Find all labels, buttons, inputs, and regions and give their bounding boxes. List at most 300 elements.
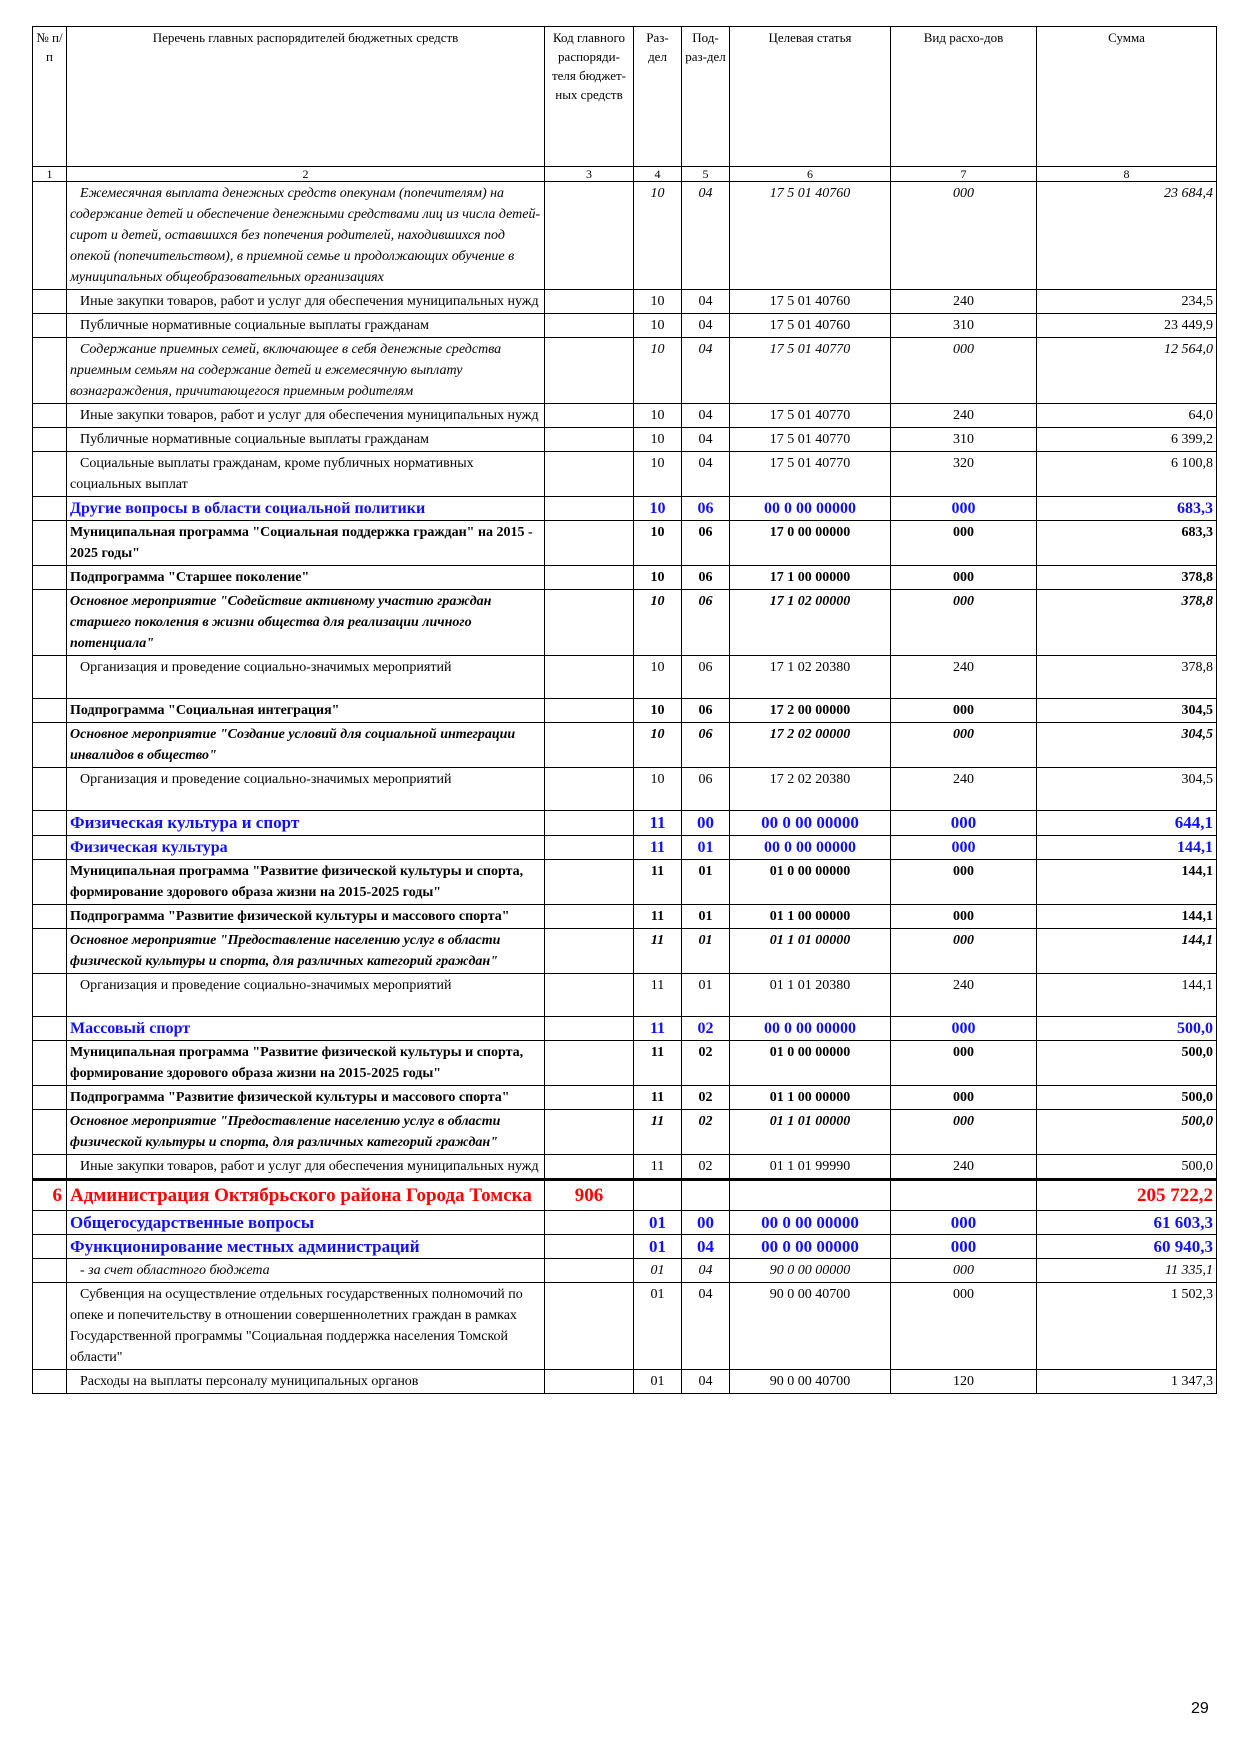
row-vid: 240 — [891, 404, 1037, 428]
row-razdel: 10 — [634, 338, 682, 404]
row-num — [33, 566, 67, 590]
row-razdel: 11 — [634, 974, 682, 1017]
header-num: № п/п — [33, 27, 67, 167]
col-number: 3 — [545, 167, 634, 182]
row-name: Организация и проведение социально-значимых мероприятий — [67, 974, 545, 1017]
row-podrazdel: 06 — [682, 497, 730, 521]
row-sum: 144,1 — [1037, 860, 1217, 905]
row-sum: 6 399,2 — [1037, 428, 1217, 452]
row-code — [545, 1235, 634, 1259]
row-code: 906 — [545, 1180, 634, 1211]
row-sum: 6 100,8 — [1037, 452, 1217, 497]
row-name: Организация и проведение социально-значимых мероприятий — [67, 656, 545, 699]
row-vid: 000 — [891, 338, 1037, 404]
row-code — [545, 1370, 634, 1394]
row-podrazdel: 06 — [682, 590, 730, 656]
row-vid: 000 — [891, 699, 1037, 723]
table-row — [33, 1041, 1217, 1086]
row-vid: 240 — [891, 290, 1037, 314]
row-code — [545, 428, 634, 452]
row-razdel: 01 — [634, 1283, 682, 1370]
row-vid: 000 — [891, 1259, 1037, 1283]
row-code — [545, 182, 634, 290]
row-num — [33, 1235, 67, 1259]
row-name: Муниципальная программа "Развитие физической культуры и спорта, формирование здорового образа жизни на 2015-2025 годы" — [67, 1041, 545, 1086]
row-razdel: 01 — [634, 1370, 682, 1394]
row-code — [545, 521, 634, 566]
row-vid: 000 — [891, 1017, 1037, 1041]
row-article: 01 1 00 00000 — [730, 905, 891, 929]
table-row — [33, 590, 1217, 656]
row-num — [33, 182, 67, 290]
row-podrazdel: 04 — [682, 1283, 730, 1370]
row-podrazdel: 00 — [682, 811, 730, 836]
row-podrazdel — [682, 1180, 730, 1211]
row-vid: 000 — [891, 521, 1037, 566]
row-razdel: 11 — [634, 1086, 682, 1110]
row-podrazdel: 04 — [682, 404, 730, 428]
row-num — [33, 1211, 67, 1235]
row-razdel: 10 — [634, 699, 682, 723]
row-vid: 240 — [891, 1155, 1037, 1180]
row-podrazdel: 04 — [682, 452, 730, 497]
row-sum: 500,0 — [1037, 1086, 1217, 1110]
row-code — [545, 905, 634, 929]
row-razdel: 10 — [634, 182, 682, 290]
table-row — [33, 428, 1217, 452]
row-vid: 000 — [891, 1110, 1037, 1155]
row-razdel: 11 — [634, 929, 682, 974]
row-article: 01 1 01 20380 — [730, 974, 891, 1017]
row-vid — [891, 1180, 1037, 1211]
row-article: 01 1 01 00000 — [730, 1110, 891, 1155]
row-podrazdel: 06 — [682, 768, 730, 811]
table-row — [33, 836, 1217, 860]
row-code — [545, 974, 634, 1017]
row-article: 01 0 00 00000 — [730, 1041, 891, 1086]
row-code — [545, 497, 634, 521]
row-code — [545, 1283, 634, 1370]
row-code — [545, 314, 634, 338]
table-row — [33, 1180, 1217, 1211]
row-vid: 000 — [891, 182, 1037, 290]
row-article: 17 5 01 40760 — [730, 182, 891, 290]
table-row — [33, 314, 1217, 338]
table-row — [33, 566, 1217, 590]
row-article: 00 0 00 00000 — [730, 836, 891, 860]
table-row — [33, 404, 1217, 428]
row-name: Подпрограмма "Развитие физической культуры и массового спорта" — [67, 905, 545, 929]
row-vid: 000 — [891, 497, 1037, 521]
row-name: Иные закупки товаров, работ и услуг для обеспечения муниципальных нужд — [67, 290, 545, 314]
table-row — [33, 452, 1217, 497]
row-code — [545, 699, 634, 723]
row-vid: 000 — [891, 836, 1037, 860]
row-podrazdel: 02 — [682, 1017, 730, 1041]
row-podrazdel: 02 — [682, 1155, 730, 1180]
col-number: 4 — [634, 167, 682, 182]
row-vid: 240 — [891, 768, 1037, 811]
row-sum: 205 722,2 — [1037, 1180, 1217, 1211]
row-sum: 500,0 — [1037, 1155, 1217, 1180]
row-razdel: 10 — [634, 404, 682, 428]
row-code — [545, 836, 634, 860]
row-razdel: 10 — [634, 723, 682, 768]
table-row — [33, 1283, 1217, 1370]
row-razdel: 01 — [634, 1235, 682, 1259]
row-article: 01 1 01 99990 — [730, 1155, 891, 1180]
row-num — [33, 290, 67, 314]
row-podrazdel: 04 — [682, 290, 730, 314]
row-podrazdel: 04 — [682, 1370, 730, 1394]
row-razdel: 01 — [634, 1259, 682, 1283]
row-sum: 1 502,3 — [1037, 1283, 1217, 1370]
row-num — [33, 836, 67, 860]
row-num — [33, 1017, 67, 1041]
row-code — [545, 1211, 634, 1235]
col-number: 8 — [1037, 167, 1217, 182]
row-code — [545, 929, 634, 974]
row-razdel: 11 — [634, 1110, 682, 1155]
row-name: Публичные нормативные социальные выплаты гражданам — [67, 314, 545, 338]
row-sum: 23 684,4 — [1037, 182, 1217, 290]
budget-table — [32, 26, 1217, 1394]
table-row — [33, 723, 1217, 768]
row-sum: 234,5 — [1037, 290, 1217, 314]
header-name: Перечень главных распорядителей бюджетных средств — [67, 27, 545, 167]
row-article: 90 0 00 40700 — [730, 1283, 891, 1370]
row-article: 00 0 00 00000 — [730, 497, 891, 521]
row-sum: 23 449,9 — [1037, 314, 1217, 338]
row-code — [545, 1155, 634, 1180]
row-code — [545, 860, 634, 905]
row-name: Муниципальная программа "Социальная поддержка граждан" на 2015 - 2025 годы" — [67, 521, 545, 566]
row-num — [33, 768, 67, 811]
row-num — [33, 656, 67, 699]
row-article — [730, 1180, 891, 1211]
header-razdel: Раз-дел — [634, 27, 682, 167]
row-num — [33, 699, 67, 723]
row-vid: 000 — [891, 929, 1037, 974]
row-sum: 304,5 — [1037, 723, 1217, 768]
col-number: 7 — [891, 167, 1037, 182]
row-name: Основное мероприятие "Предоставление населению услуг в области физической культуры и спорта, для различных категорий граждан" — [67, 1110, 545, 1155]
row-podrazdel: 06 — [682, 699, 730, 723]
row-name: Физическая культура и спорт — [67, 811, 545, 836]
row-name: Физическая культура — [67, 836, 545, 860]
row-name: Иные закупки товаров, работ и услуг для обеспечения муниципальных нужд — [67, 1155, 545, 1180]
row-name: Организация и проведение социально-значимых мероприятий — [67, 768, 545, 811]
row-razdel: 11 — [634, 905, 682, 929]
row-article: 90 0 00 40700 — [730, 1370, 891, 1394]
table-row — [33, 860, 1217, 905]
row-article: 01 1 00 00000 — [730, 1086, 891, 1110]
row-name: Администрация Октябрьского района Города Томска — [67, 1180, 545, 1211]
row-podrazdel: 01 — [682, 974, 730, 1017]
row-razdel: 11 — [634, 860, 682, 905]
table-row — [33, 929, 1217, 974]
row-article: 17 5 01 40770 — [730, 452, 891, 497]
row-vid: 000 — [891, 811, 1037, 836]
row-sum: 1 347,3 — [1037, 1370, 1217, 1394]
row-name: Субвенция на осуществление отдельных государственных полномочий по опеке и попечительству в отношении совершеннолетних граждан в рамках Государственной программы "Социальная поддержка населения Томской области" — [67, 1283, 545, 1370]
row-num — [33, 905, 67, 929]
page-number: 29 — [1191, 1700, 1209, 1717]
row-num — [33, 723, 67, 768]
row-article: 01 0 00 00000 — [730, 860, 891, 905]
row-podrazdel: 04 — [682, 338, 730, 404]
row-article: 17 5 01 40760 — [730, 290, 891, 314]
col-number: 1 — [33, 167, 67, 182]
row-razdel: 10 — [634, 768, 682, 811]
col-number: 2 — [67, 167, 545, 182]
row-razdel: 10 — [634, 521, 682, 566]
row-article: 17 0 00 00000 — [730, 521, 891, 566]
row-vid: 000 — [891, 1235, 1037, 1259]
row-article: 17 2 02 20380 — [730, 768, 891, 811]
row-article: 00 0 00 00000 — [730, 1235, 891, 1259]
row-sum: 144,1 — [1037, 905, 1217, 929]
row-podrazdel: 04 — [682, 314, 730, 338]
row-article: 17 1 02 20380 — [730, 656, 891, 699]
row-article: 01 1 01 00000 — [730, 929, 891, 974]
table-row — [33, 699, 1217, 723]
row-sum: 144,1 — [1037, 836, 1217, 860]
row-sum: 683,3 — [1037, 497, 1217, 521]
row-code — [545, 566, 634, 590]
row-num — [33, 521, 67, 566]
row-sum: 61 603,3 — [1037, 1211, 1217, 1235]
header-sum: Сумма — [1037, 27, 1217, 167]
row-vid: 000 — [891, 590, 1037, 656]
row-sum: 500,0 — [1037, 1041, 1217, 1086]
row-num — [33, 428, 67, 452]
row-name: Подпрограмма "Старшее поколение" — [67, 566, 545, 590]
row-article: 00 0 00 00000 — [730, 811, 891, 836]
row-podrazdel: 06 — [682, 723, 730, 768]
row-sum: 644,1 — [1037, 811, 1217, 836]
row-num — [33, 452, 67, 497]
row-num: 6 — [33, 1180, 67, 1211]
row-article: 17 5 01 40760 — [730, 314, 891, 338]
row-num — [33, 497, 67, 521]
row-sum: 304,5 — [1037, 768, 1217, 811]
row-vid: 320 — [891, 452, 1037, 497]
row-sum: 683,3 — [1037, 521, 1217, 566]
row-code — [545, 1110, 634, 1155]
row-vid: 000 — [891, 1283, 1037, 1370]
table-row — [33, 905, 1217, 929]
row-razdel: 11 — [634, 811, 682, 836]
row-podrazdel: 04 — [682, 1235, 730, 1259]
row-podrazdel: 00 — [682, 1211, 730, 1235]
row-name: Функционирование местных администраций — [67, 1235, 545, 1259]
row-vid: 000 — [891, 860, 1037, 905]
row-article: 17 1 02 00000 — [730, 590, 891, 656]
row-name: Социальные выплаты гражданам, кроме публичных нормативных социальных выплат — [67, 452, 545, 497]
row-vid: 000 — [891, 905, 1037, 929]
row-code — [545, 768, 634, 811]
row-num — [33, 1110, 67, 1155]
row-article: 17 5 01 40770 — [730, 428, 891, 452]
table-row — [33, 768, 1217, 811]
row-sum: 378,8 — [1037, 566, 1217, 590]
row-num — [33, 929, 67, 974]
row-razdel: 10 — [634, 452, 682, 497]
row-razdel: 01 — [634, 1211, 682, 1235]
row-razdel: 11 — [634, 836, 682, 860]
row-num — [33, 1155, 67, 1180]
row-podrazdel: 01 — [682, 929, 730, 974]
row-razdel: 10 — [634, 656, 682, 699]
row-name: Другие вопросы в области социальной политики — [67, 497, 545, 521]
row-num — [33, 1086, 67, 1110]
row-article: 90 0 00 00000 — [730, 1259, 891, 1283]
table-row — [33, 521, 1217, 566]
table-row — [33, 1211, 1217, 1235]
row-name: Подпрограмма "Социальная интеграция" — [67, 699, 545, 723]
row-name: Основное мероприятие "Содействие активному участию граждан старшего поколения в жизни общества для реализации личного потенциала" — [67, 590, 545, 656]
row-name: Муниципальная программа "Развитие физической культуры и спорта, формирование здорового образа жизни на 2015-2025 годы" — [67, 860, 545, 905]
row-vid: 120 — [891, 1370, 1037, 1394]
column-number-row — [33, 167, 1217, 182]
row-vid: 000 — [891, 566, 1037, 590]
row-code — [545, 338, 634, 404]
row-name: - за счет областного бюджета — [67, 1259, 545, 1283]
row-vid: 000 — [891, 1211, 1037, 1235]
row-code — [545, 1259, 634, 1283]
table-row — [33, 290, 1217, 314]
row-article: 17 1 00 00000 — [730, 566, 891, 590]
table-row — [33, 1017, 1217, 1041]
header-code: Код главного распоряди-теля бюджет-ных средств — [545, 27, 634, 167]
row-name: Основное мероприятие "Предоставление населению услуг в области физической культуры и спорта, для различных категорий граждан" — [67, 929, 545, 974]
row-code — [545, 723, 634, 768]
row-code — [545, 590, 634, 656]
header-article: Целевая статья — [730, 27, 891, 167]
row-podrazdel: 04 — [682, 182, 730, 290]
row-razdel: 11 — [634, 1041, 682, 1086]
row-name: Подпрограмма "Развитие физической культуры и массового спорта" — [67, 1086, 545, 1110]
row-vid: 310 — [891, 428, 1037, 452]
row-article: 17 2 00 00000 — [730, 699, 891, 723]
row-podrazdel: 01 — [682, 860, 730, 905]
row-name: Публичные нормативные социальные выплаты гражданам — [67, 428, 545, 452]
table-row — [33, 811, 1217, 836]
table-row — [33, 1259, 1217, 1283]
row-razdel: 10 — [634, 290, 682, 314]
row-name: Расходы на выплаты персоналу муниципальных органов — [67, 1370, 545, 1394]
table-row — [33, 497, 1217, 521]
row-vid: 000 — [891, 723, 1037, 768]
row-num — [33, 1283, 67, 1370]
row-razdel: 10 — [634, 497, 682, 521]
table-row — [33, 1155, 1217, 1180]
row-num — [33, 811, 67, 836]
row-razdel: 10 — [634, 590, 682, 656]
row-num — [33, 1370, 67, 1394]
row-podrazdel: 04 — [682, 1259, 730, 1283]
row-vid: 240 — [891, 974, 1037, 1017]
col-number: 6 — [730, 167, 891, 182]
row-vid: 000 — [891, 1086, 1037, 1110]
row-article: 17 2 02 00000 — [730, 723, 891, 768]
row-num — [33, 590, 67, 656]
row-num — [33, 1041, 67, 1086]
row-sum: 12 564,0 — [1037, 338, 1217, 404]
row-num — [33, 338, 67, 404]
row-sum: 304,5 — [1037, 699, 1217, 723]
row-vid: 240 — [891, 656, 1037, 699]
row-name: Иные закупки товаров, работ и услуг для обеспечения муниципальных нужд — [67, 404, 545, 428]
row-article: 17 5 01 40770 — [730, 404, 891, 428]
row-num — [33, 1259, 67, 1283]
row-article: 00 0 00 00000 — [730, 1211, 891, 1235]
row-code — [545, 656, 634, 699]
row-article: 17 5 01 40770 — [730, 338, 891, 404]
row-razdel: 10 — [634, 428, 682, 452]
row-podrazdel: 04 — [682, 428, 730, 452]
row-razdel: 10 — [634, 566, 682, 590]
row-vid: 000 — [891, 1041, 1037, 1086]
row-razdel: 11 — [634, 1155, 682, 1180]
row-sum: 378,8 — [1037, 656, 1217, 699]
row-sum: 64,0 — [1037, 404, 1217, 428]
row-razdel — [634, 1180, 682, 1211]
header-vid: Вид расхо-дов — [891, 27, 1037, 167]
row-razdel: 11 — [634, 1017, 682, 1041]
header-row — [33, 27, 1217, 167]
row-num — [33, 404, 67, 428]
row-code — [545, 1041, 634, 1086]
table-row — [33, 1370, 1217, 1394]
row-code — [545, 404, 634, 428]
table-row — [33, 182, 1217, 290]
row-podrazdel: 06 — [682, 521, 730, 566]
row-code — [545, 1086, 634, 1110]
row-sum: 500,0 — [1037, 1110, 1217, 1155]
table-row — [33, 656, 1217, 699]
row-name: Массовый спорт — [67, 1017, 545, 1041]
row-razdel: 10 — [634, 314, 682, 338]
row-code — [545, 811, 634, 836]
row-podrazdel: 06 — [682, 566, 730, 590]
row-name: Общегосударственные вопросы — [67, 1211, 545, 1235]
row-name: Ежемесячная выплата денежных средств опекунам (попечителям) на содержание детей и обеспечение денежными средствами лиц из числа детей-сирот и детей, оставшихся без попечения родителей, находившихся под опекой (попечительством), в приемной семье и продолжающих обучение в муниципальных общеобразовательных организациях — [67, 182, 545, 290]
row-podrazdel: 02 — [682, 1086, 730, 1110]
row-vid: 310 — [891, 314, 1037, 338]
row-podrazdel: 01 — [682, 905, 730, 929]
row-podrazdel: 01 — [682, 836, 730, 860]
row-name: Основное мероприятие "Создание условий для социальной интеграции инвалидов в общество" — [67, 723, 545, 768]
row-sum: 144,1 — [1037, 929, 1217, 974]
row-code — [545, 1017, 634, 1041]
table-row — [33, 1110, 1217, 1155]
row-num — [33, 974, 67, 1017]
table-row — [33, 1086, 1217, 1110]
row-name: Содержание приемных семей, включающее в себя денежные средства приемным семьям на содержание детей и ежемесячную выплату вознаграждения, причитающегося приемным родителям — [67, 338, 545, 404]
row-sum: 144,1 — [1037, 974, 1217, 1017]
row-sum: 500,0 — [1037, 1017, 1217, 1041]
table-row — [33, 974, 1217, 1017]
table-row — [33, 1235, 1217, 1259]
col-number: 5 — [682, 167, 730, 182]
row-podrazdel: 02 — [682, 1110, 730, 1155]
table-row — [33, 338, 1217, 404]
row-article: 00 0 00 00000 — [730, 1017, 891, 1041]
row-sum: 378,8 — [1037, 590, 1217, 656]
header-podrazdel: Под-раз-дел — [682, 27, 730, 167]
